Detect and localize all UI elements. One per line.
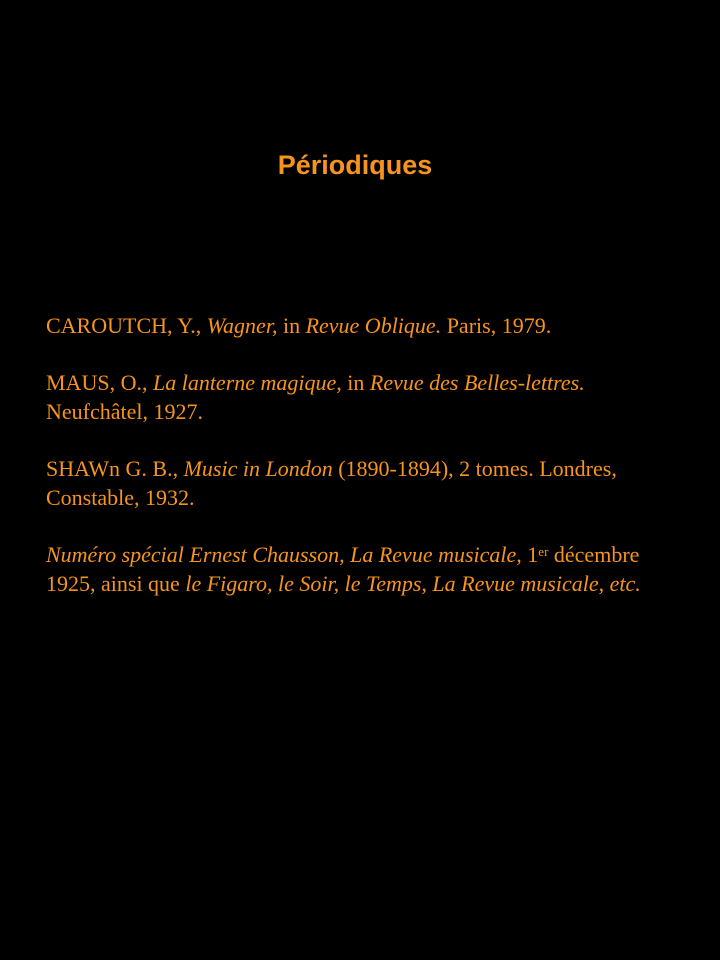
page-title: Périodiques [277, 150, 433, 180]
entry-author: SHAWn G. B., [46, 456, 179, 481]
entry-place-date: Paris, 1979. [446, 313, 552, 338]
reference-entry-chausson [46, 540, 686, 598]
entry-in: in [347, 370, 365, 395]
reference-entry-shaw [46, 454, 686, 512]
entry-day-suffix: er [538, 544, 549, 559]
reference-entry-maus [46, 368, 686, 426]
entry-date-rest: décembre 1925, ainsi que [46, 542, 640, 596]
entry-day-number: 1 [527, 542, 539, 567]
entry-details: (1890-1894), 2 tomes. Londres, Constable, 1932. [46, 456, 617, 510]
entry-work: La lanterne magique, [152, 370, 342, 395]
entry-in: in [282, 313, 301, 338]
entry-author: MAUS, O., [46, 370, 148, 395]
entry-work: Wagner, [206, 313, 278, 338]
entry-lead: Numéro spécial Ernest Chausson, La Revue musicale, [46, 542, 522, 567]
entry-place-date: Neufchâtel, 1927. [46, 399, 203, 424]
entry-author: CAROUTCH, Y., [46, 313, 202, 338]
entry-publication: Revue des Belles-lettres. [369, 370, 585, 395]
entry-publication: Revue Oblique. [305, 313, 442, 338]
reference-entry-caroutch [46, 311, 686, 340]
references-list [46, 311, 686, 598]
entry-trailing: le Figaro, le Soir, le Temps, La Revue musicale, etc. [185, 571, 641, 596]
entry-day [527, 542, 548, 567]
entry-work: Music in London [183, 456, 333, 481]
